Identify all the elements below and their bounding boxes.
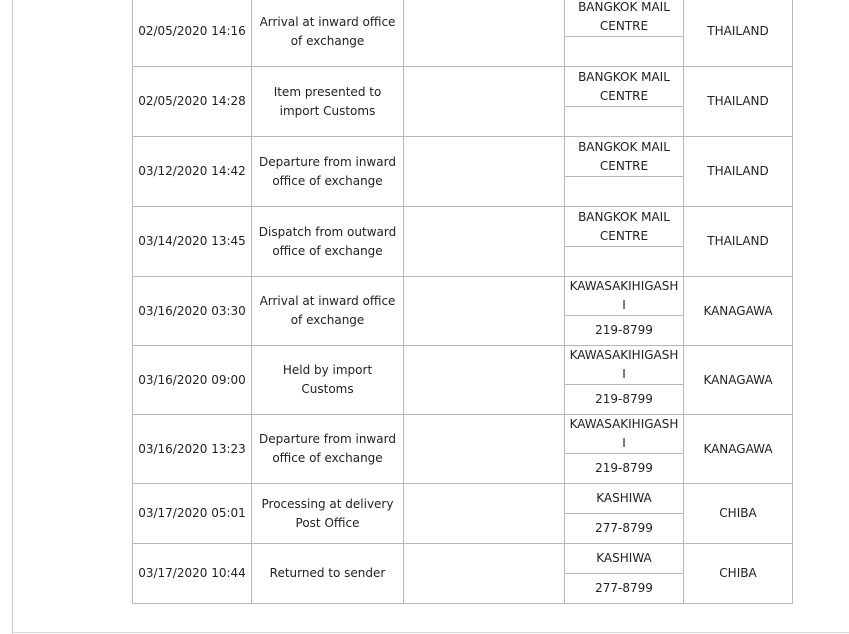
event-office-code: [565, 107, 684, 137]
event-office-code: 219-8799: [565, 454, 684, 484]
event-description: Departure from inward office of exchange: [252, 137, 404, 207]
event-detail-cell: [404, 484, 565, 544]
event-datetime: 03/16/2020 03:30: [133, 277, 252, 346]
event-region: THAILAND: [684, 207, 793, 277]
event-office: BANGKOK MAIL CENTRE: [565, 67, 684, 107]
event-detail-cell: [404, 346, 565, 415]
event-datetime: 03/16/2020 13:23: [133, 415, 252, 484]
table-row: [133, 484, 793, 514]
event-office-code: [565, 177, 684, 207]
event-office-code: 277-8799: [565, 574, 684, 604]
event-office: BANGKOK MAIL CENTRE: [565, 137, 684, 177]
event-description: Arrival at inward office of exchange: [252, 0, 404, 67]
table-row: [133, 67, 793, 107]
event-datetime: 03/17/2020 10:44: [133, 544, 252, 604]
event-datetime: 02/05/2020 14:16: [133, 0, 252, 67]
event-region: CHIBA: [684, 484, 793, 544]
event-office: KAWASAKIHIGASHI: [565, 277, 684, 316]
table-row: [133, 346, 793, 385]
event-office: BANGKOK MAIL CENTRE: [565, 207, 684, 247]
event-description: Dispatch from outward office of exchange: [252, 207, 404, 277]
event-datetime: 02/05/2020 14:28: [133, 67, 252, 137]
event-region: KANAGAWA: [684, 415, 793, 484]
event-office-code: [565, 247, 684, 277]
event-office-code: [565, 37, 684, 67]
event-detail-cell: [404, 544, 565, 604]
event-detail-cell: [404, 207, 565, 277]
event-description: Departure from inward office of exchange: [252, 415, 404, 484]
event-description: Held by import Customs: [252, 346, 404, 415]
event-region: THAILAND: [684, 0, 793, 67]
table-row: [133, 137, 793, 177]
event-region: THAILAND: [684, 67, 793, 137]
event-detail-cell: [404, 0, 565, 67]
event-description: Item presented to import Customs: [252, 67, 404, 137]
event-region: KANAGAWA: [684, 277, 793, 346]
event-description: Returned to sender: [252, 544, 404, 604]
event-detail-cell: [404, 277, 565, 346]
event-detail-cell: [404, 137, 565, 207]
left-divider: [12, 0, 13, 634]
table-row: [133, 0, 793, 37]
event-description: Processing at delivery Post Office: [252, 484, 404, 544]
table-row: [133, 207, 793, 247]
event-office: KASHIWA: [565, 544, 684, 574]
event-datetime: 03/12/2020 14:42: [133, 137, 252, 207]
event-office-code: 277-8799: [565, 514, 684, 544]
event-datetime: 03/14/2020 13:45: [133, 207, 252, 277]
event-office-code: 219-8799: [565, 316, 684, 346]
event-office: BANGKOK MAIL CENTRE: [565, 0, 684, 37]
table-row: [133, 544, 793, 574]
event-office: KASHIWA: [565, 484, 684, 514]
event-detail-cell: [404, 67, 565, 137]
event-datetime: 03/16/2020 09:00: [133, 346, 252, 415]
event-office: KAWASAKIHIGASHI: [565, 415, 684, 454]
event-region: CHIBA: [684, 544, 793, 604]
event-office: KAWASAKIHIGASHI: [565, 346, 684, 385]
event-region: THAILAND: [684, 137, 793, 207]
event-description: Arrival at inward office of exchange: [252, 277, 404, 346]
event-region: KANAGAWA: [684, 346, 793, 415]
event-datetime: 03/17/2020 05:01: [133, 484, 252, 544]
event-office-code: 219-8799: [565, 385, 684, 415]
tracking-history-table: [132, 0, 793, 604]
bottom-divider: [12, 632, 849, 633]
event-detail-cell: [404, 415, 565, 484]
table-row: [133, 415, 793, 454]
table-row: [133, 277, 793, 316]
